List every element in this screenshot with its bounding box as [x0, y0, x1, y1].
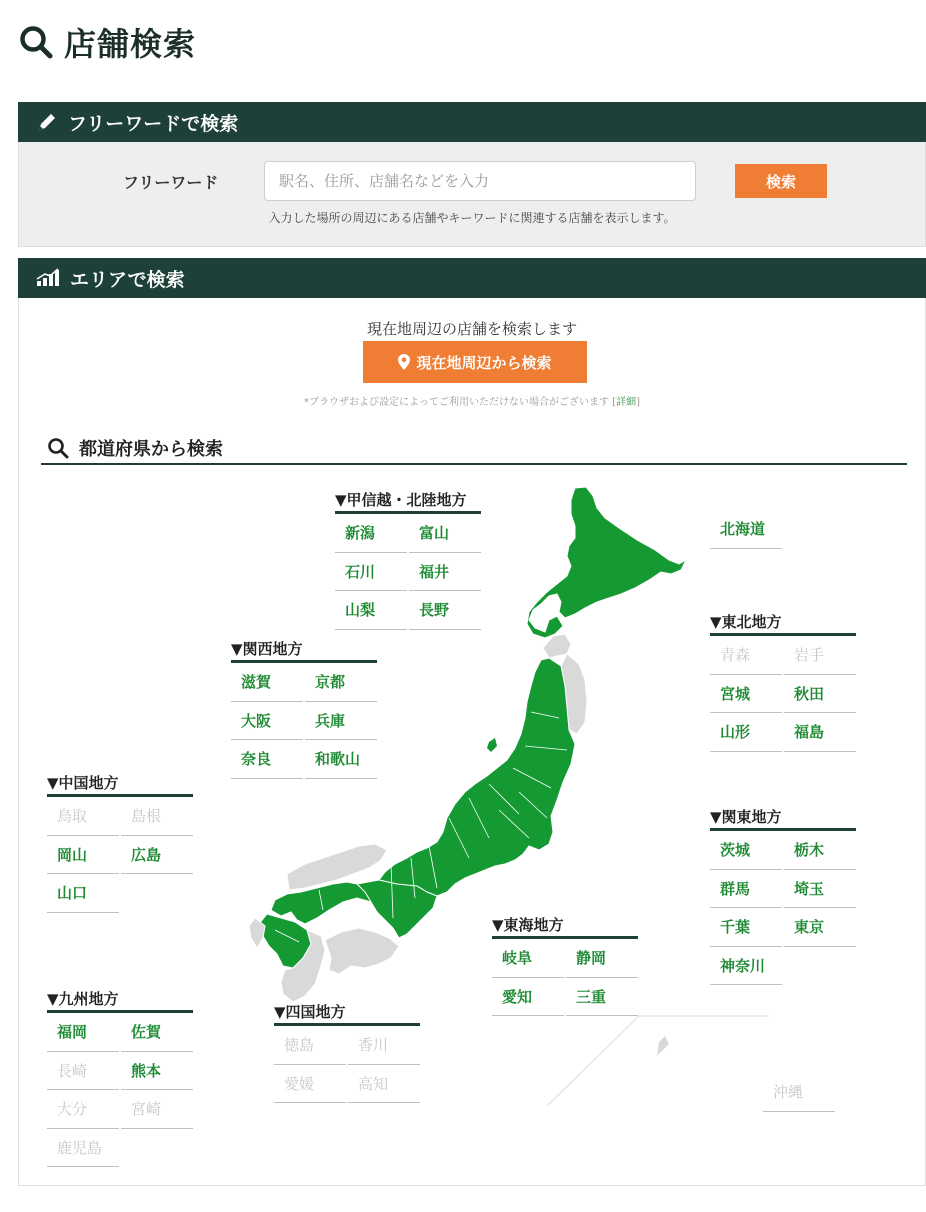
pref-okinawa: 沖縄: [763, 1073, 835, 1112]
region-grid: [231, 663, 377, 779]
pref-shiga[interactable]: 滋賀: [231, 663, 303, 702]
area-chart-icon: [36, 268, 60, 288]
pref-miyazaki: 宮崎: [121, 1090, 193, 1129]
page-title: [18, 20, 196, 64]
pref-fukuoka[interactable]: 福岡: [47, 1013, 119, 1052]
pref-shizuoka[interactable]: 静岡: [566, 939, 638, 978]
geo-note-detail-link[interactable]: 詳細: [616, 397, 637, 408]
pref-fukushima[interactable]: 福島: [784, 713, 856, 752]
freeword-label: フリーワード: [123, 173, 219, 192]
region-grid: [47, 797, 193, 913]
pref-kumamoto[interactable]: 熊本: [121, 1052, 193, 1091]
pref-nagano[interactable]: 長野: [409, 591, 481, 630]
region-hokkaido: [710, 510, 856, 549]
map-chugoku-active[interactable]: [271, 882, 371, 924]
freeword-search-button[interactable]: 検索: [735, 164, 827, 198]
pref-chiba[interactable]: 千葉: [710, 908, 782, 947]
pref-shimane: 島根: [121, 797, 193, 836]
pref-nara[interactable]: 奈良: [231, 740, 303, 779]
pref-gifu[interactable]: 岐阜: [492, 939, 564, 978]
pref-nagasaki: 長崎: [47, 1052, 119, 1091]
pref-osaka[interactable]: 大阪: [231, 702, 303, 741]
region-title: ▼九州地方: [47, 987, 193, 1013]
pref-okayama[interactable]: 岡山: [47, 836, 119, 875]
region-title: ▼関東地方: [710, 805, 856, 831]
map-hokkaido[interactable]: [527, 487, 686, 638]
pref-toyama[interactable]: 富山: [409, 514, 481, 553]
page-title-text: 店舗検索: [64, 25, 197, 63]
pref-yamagata[interactable]: 山形: [710, 713, 782, 752]
pref-kagoshima: 鹿児島: [47, 1129, 119, 1168]
pref-yamanashi[interactable]: 山梨: [335, 591, 407, 630]
region-grid: [274, 1026, 420, 1103]
region-title: ▼関西地方: [231, 637, 377, 663]
region-okinawa: [763, 1073, 909, 1112]
pref-akita[interactable]: 秋田: [784, 675, 856, 714]
pref-wakayama[interactable]: 和歌山: [305, 740, 377, 779]
region-title: ▼四国地方: [274, 1000, 420, 1026]
pref-ishikawa[interactable]: 石川: [335, 553, 407, 592]
region-grid: [335, 514, 481, 630]
region-kyushu: [47, 987, 193, 1167]
region-tohoku: [710, 610, 856, 752]
pref-kochi: 高知: [348, 1065, 420, 1104]
pref-yamaguchi[interactable]: 山口: [47, 874, 119, 913]
pref-hiroshima[interactable]: 広島: [121, 836, 193, 875]
region-shikoku: [274, 1000, 420, 1103]
geo-search-text: 現在地周辺の店舗を検索します: [366, 320, 577, 338]
pref-niigata[interactable]: 新潟: [335, 514, 407, 553]
freeword-section-title: フリーワードで検索: [68, 112, 239, 135]
geo-note-text: *ブラウザおよび設定によってご利用いただけない場合がございます [: [304, 397, 617, 408]
pref-tottori: 鳥取: [47, 797, 119, 836]
prefecture-search-title-text: 都道府県から検索: [79, 438, 223, 460]
pref-tokushima: 徳島: [274, 1026, 346, 1065]
area-panel: [18, 298, 926, 1186]
freeword-input[interactable]: [264, 161, 696, 201]
pref-miyagi[interactable]: 宮城: [710, 675, 782, 714]
pref-tochigi[interactable]: 栃木: [784, 831, 856, 870]
pref-kanagawa[interactable]: 神奈川: [710, 947, 782, 986]
area-section-title: エリアで検索: [70, 268, 185, 291]
freeword-section-header: [18, 102, 926, 142]
pref-gunma[interactable]: 群馬: [710, 870, 782, 909]
geo-note-end: ]: [636, 397, 640, 408]
pref-ibaraki[interactable]: 茨城: [710, 831, 782, 870]
geo-search-button-label: 現在地周辺から検索: [416, 353, 552, 372]
pref-ehime: 愛媛: [274, 1065, 346, 1104]
pref-iwate: 岩手: [784, 636, 856, 675]
region-chugoku: [47, 771, 193, 913]
pref-hokkaido[interactable]: 北海道: [710, 510, 782, 549]
pref-aichi[interactable]: 愛知: [492, 978, 564, 1017]
area-section-header: [18, 258, 926, 298]
freeword-panel: [18, 142, 926, 247]
pref-aomori: 青森: [710, 636, 782, 675]
pref-tokyo[interactable]: 東京: [784, 908, 856, 947]
pref-hyogo[interactable]: 兵庫: [305, 702, 377, 741]
freeword-note: 入力した場所の周辺にある店舗やキーワードに関連する店舗を表示します。: [268, 211, 676, 225]
region-tokai: [492, 913, 638, 1016]
region-koshinetsu-hokuriku: [335, 488, 481, 630]
pref-mie[interactable]: 三重: [566, 978, 638, 1017]
region-grid: [47, 1013, 193, 1167]
search-icon: [18, 24, 54, 60]
region-grid: [710, 831, 856, 985]
region-grid: [763, 1073, 909, 1112]
region-grid: [492, 939, 638, 1016]
region-kansai: [231, 637, 377, 779]
pref-oita: 大分: [47, 1090, 119, 1129]
map-okinawa[interactable]: [657, 1036, 669, 1056]
region-title: ▼東海地方: [492, 913, 638, 939]
map-shikoku[interactable]: [325, 928, 399, 974]
region-title: ▼甲信越・北陸地方: [335, 488, 481, 514]
pref-fukui[interactable]: 福井: [409, 553, 481, 592]
pref-kagawa: 香川: [348, 1026, 420, 1065]
region-title: ▼東北地方: [710, 610, 856, 636]
map-honshu-active[interactable]: [379, 658, 575, 896]
region-grid: [710, 636, 856, 752]
pencil-icon: [36, 111, 58, 133]
map-sado[interactable]: [487, 738, 497, 752]
pref-kyoto[interactable]: 京都: [305, 663, 377, 702]
region-grid: [710, 510, 856, 549]
region-kanto: [710, 805, 856, 985]
region-title: ▼中国地方: [47, 771, 193, 797]
pref-saitama[interactable]: 埼玉: [784, 870, 856, 909]
pref-saga[interactable]: 佐賀: [121, 1013, 193, 1052]
